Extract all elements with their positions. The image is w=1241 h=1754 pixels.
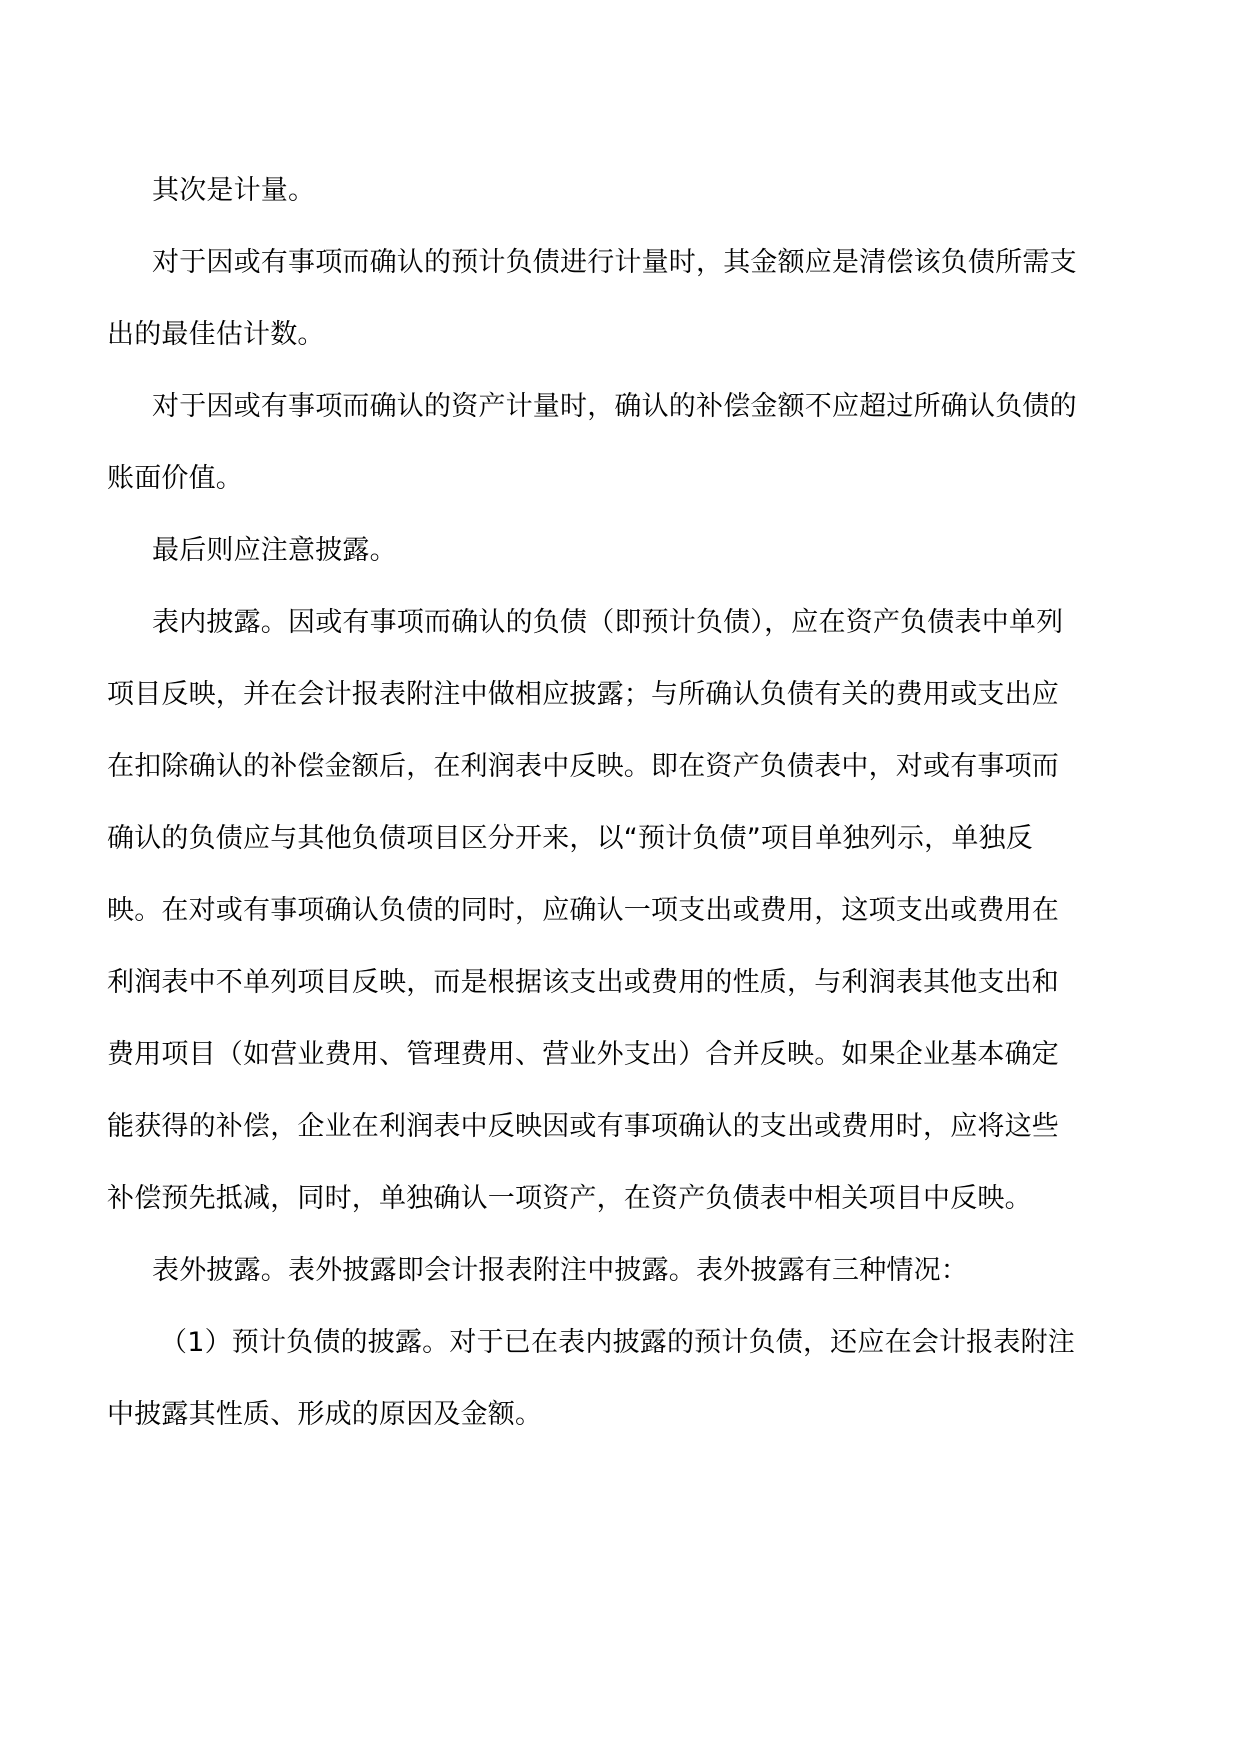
paragraph-line: 对于因或有事项而确认的预计负债进行计量时，其金额应是清偿该负债所需支 bbox=[152, 247, 1077, 278]
paragraph-line: （1）预计负债的披露。对于已在表内披露的预计负债，还应在会计报表附注 bbox=[160, 1327, 1075, 1358]
paragraph-line: 确认的负债应与其他负债项目区分开来，以“预计负债”项目单独列示，单独反 bbox=[107, 823, 1033, 854]
paragraph-line: 补偿预先抵减，同时，单独确认一项资产，在资产负债表中相关项目中反映。 bbox=[107, 1183, 1032, 1214]
paragraph-line: 账面价值。 bbox=[107, 463, 243, 494]
paragraph-line: 费用项目（如营业费用、管理费用、营业外支出）合并反映。如果企业基本确定 bbox=[107, 1039, 1059, 1070]
paragraph-line: 中披露其性质、形成的原因及金额。 bbox=[107, 1399, 543, 1430]
paragraph-line: 对于因或有事项而确认的资产计量时，确认的补偿金额不应超过所确认负债的 bbox=[152, 391, 1077, 422]
paragraph-line: 能获得的补偿，企业在利润表中反映因或有事项确认的支出或费用时，应将这些 bbox=[107, 1111, 1059, 1142]
paragraph-line: 映。在对或有事项确认负债的同时，应确认一项支出或费用，这项支出或费用在 bbox=[107, 895, 1059, 926]
paragraph-line: 表外披露。表外披露即会计报表附注中披露。表外披露有三种情况： bbox=[152, 1255, 968, 1286]
paragraph-line: 出的最佳估计数。 bbox=[107, 319, 325, 350]
paragraph-line: 最后则应注意披露。 bbox=[152, 535, 397, 566]
paragraph-line: 其次是计量。 bbox=[152, 175, 316, 206]
paragraph-line: 项目反映，并在会计报表附注中做相应披露；与所确认负债有关的费用或支出应 bbox=[107, 679, 1059, 710]
paragraph-line: 表内披露。因或有事项而确认的负债（即预计负债），应在资产负债表中单列 bbox=[152, 607, 1064, 638]
paragraph-line: 在扣除确认的补偿金额后，在利润表中反映。即在资产负债表中，对或有事项而 bbox=[107, 751, 1059, 782]
paragraph-line: 利润表中不单列项目反映，而是根据该支出或费用的性质，与利润表其他支出和 bbox=[107, 967, 1059, 998]
